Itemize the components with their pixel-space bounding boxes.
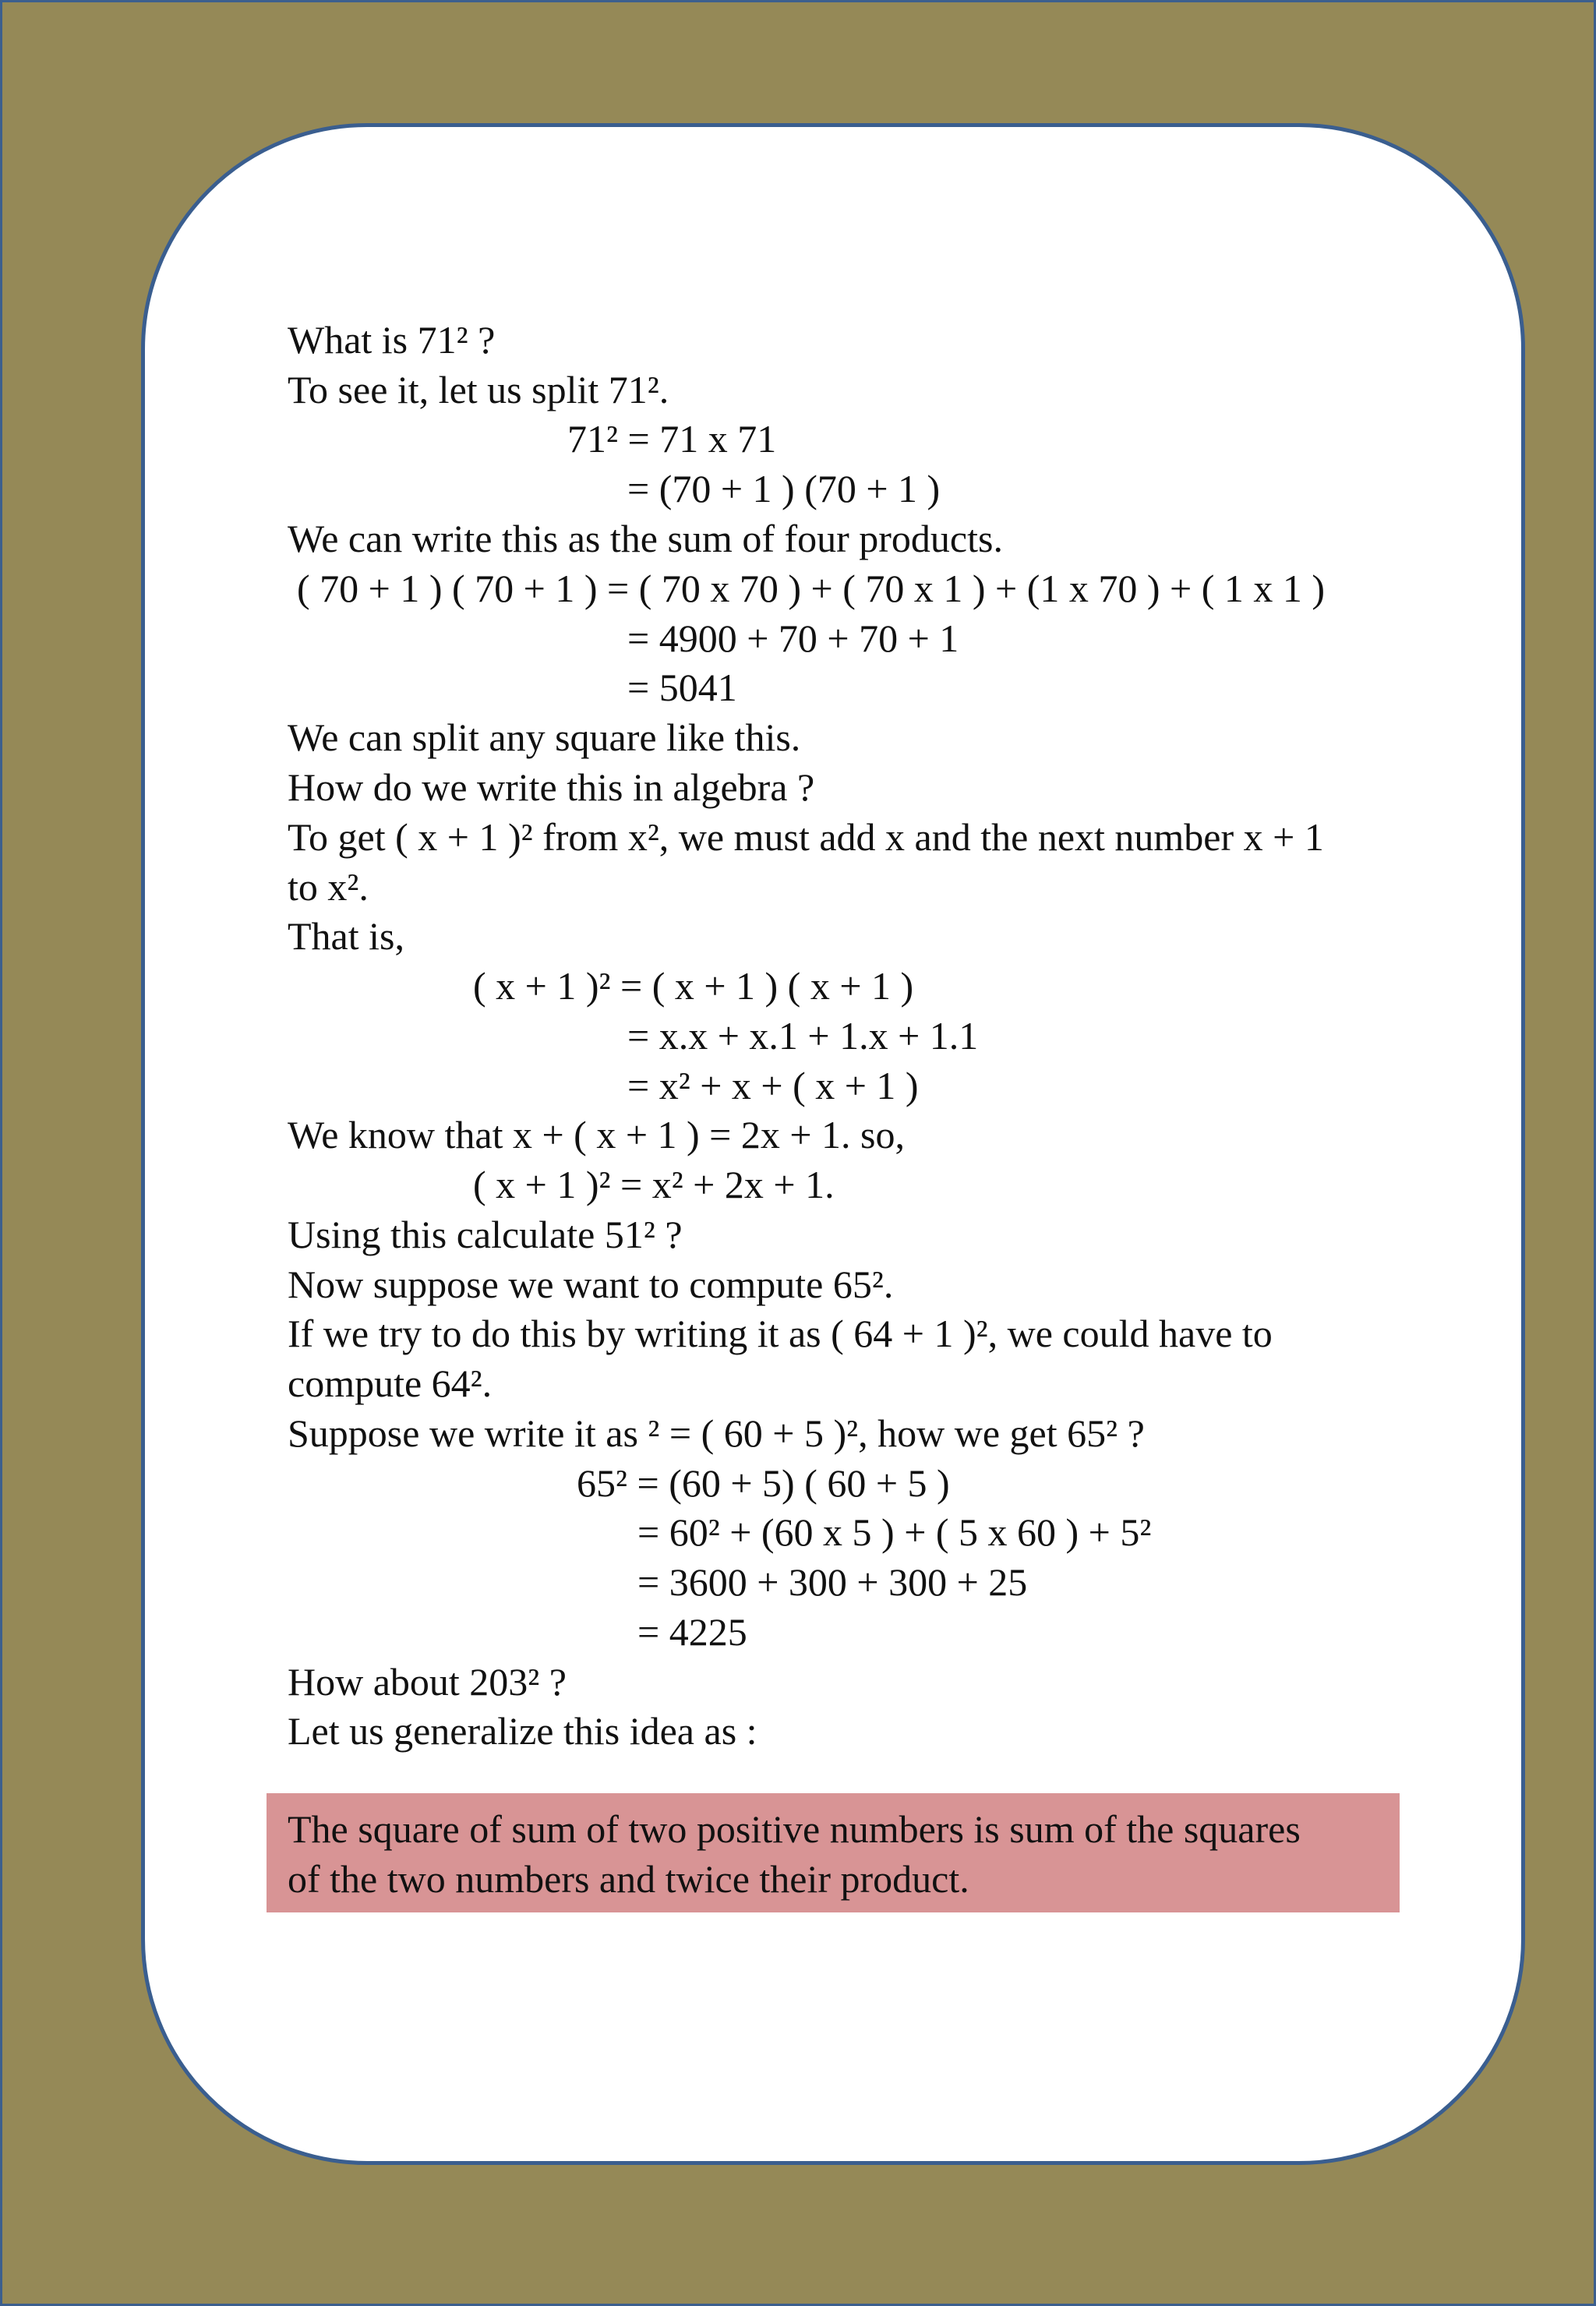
equation-line: = 4225: [637, 1610, 747, 1654]
equation-line: = 4900 + 70 + 70 + 1: [627, 616, 959, 660]
text-line: to x².: [288, 865, 369, 909]
equation-line: = (70 + 1 ) (70 + 1 ): [627, 467, 941, 510]
text-line: We know that x + ( x + 1 ) = 2x + 1. so,: [288, 1113, 906, 1157]
text-line: Using this calculate 51² ?: [288, 1213, 683, 1256]
equation-line: = x² + x + ( x + 1 ): [627, 1064, 919, 1107]
text-line: We can write this as the sum of four products.: [288, 517, 1003, 560]
text-line: Let us generalize this idea as :: [288, 1709, 757, 1753]
equation-line: ( x + 1 )² = ( x + 1 ) ( x + 1 ): [473, 964, 914, 1008]
text-line: That is,: [288, 914, 404, 958]
text-line: compute 64².: [288, 1361, 493, 1405]
equation-line: = 5041: [627, 666, 737, 709]
text-line: To get ( x + 1 )² from x², we must add x and the next number x + 1: [288, 815, 1324, 859]
text-line: If we try to do this by writing it as ( 64 + 1 )², we could have to: [288, 1312, 1273, 1355]
text-line: To see it, let us split 71².: [288, 368, 669, 411]
text-line: We can split any square like this.: [288, 715, 801, 759]
equation-line: = 3600 + 300 + 300 + 25: [637, 1560, 1028, 1604]
text-line: Suppose we write it as ² = ( 60 + 5 )², how we get 65² ?: [288, 1411, 1145, 1455]
equation-line: ( x + 1 )² = x² + 2x + 1.: [473, 1163, 835, 1206]
highlighted-rule-box: [267, 1793, 1400, 1912]
equation-line: = 60² + (60 x 5 ) + ( 5 x 60 ) + 5²: [637, 1510, 1152, 1554]
text-line: How do we write this in algebra ?: [288, 765, 815, 809]
text-line: Now suppose we want to compute 65².: [288, 1262, 894, 1306]
equation-line: = x.x + x.1 + 1.x + 1.1: [627, 1014, 979, 1058]
rule-line: of the two numbers and twice their product.: [288, 1857, 969, 1901]
equation-line: ( 70 + 1 ) ( 70 + 1 ) = ( 70 x 70 ) + ( 70 x 1 ) + (1 x 70 ) + ( 1 x 1 ): [297, 567, 1325, 610]
text-line: What is 71² ?: [288, 318, 496, 362]
equation-line: 65² = (60 + 5) ( 60 + 5 ): [577, 1461, 950, 1505]
equation-line: 71² = 71 x 71: [567, 417, 777, 461]
rule-line: The square of sum of two positive numbers is sum of the squares: [288, 1807, 1301, 1851]
text-line: How about 203² ?: [288, 1660, 567, 1704]
